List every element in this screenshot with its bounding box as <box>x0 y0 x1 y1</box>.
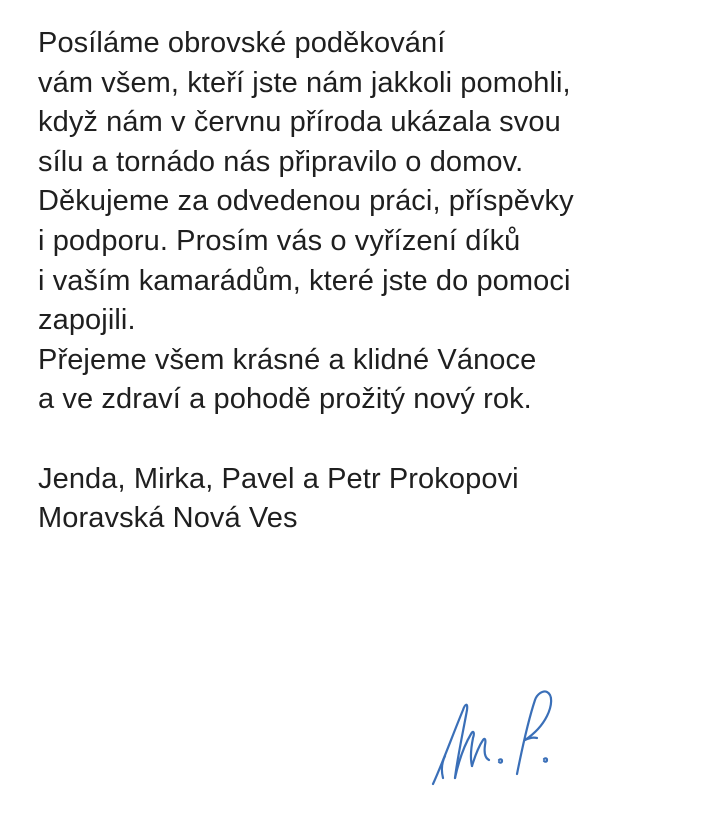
letter-text <box>38 24 698 539</box>
body-line: i vaším kamarádům, které jste do pomoci <box>38 264 571 297</box>
signature-stroke <box>544 758 547 761</box>
signature-place: Moravská Nová Ves <box>38 502 298 535</box>
body-line: sílu a tornádo nás připravilo o domov. <box>38 145 524 178</box>
body-line: když nám v červnu příroda ukázala svou <box>38 106 561 139</box>
signature-stroke <box>499 759 502 762</box>
handwritten-signature <box>425 682 585 797</box>
body-line: vám všem, kteří jste nám jakkoli pomohli, <box>38 66 571 99</box>
body-line: i podporu. Prosím vás o vyřízení díků <box>38 224 521 257</box>
signature-names: Jenda, Mirka, Pavel a Petr Prokopovi <box>38 462 519 495</box>
body-line: zapojili. <box>38 304 136 337</box>
signature-stroke <box>472 739 489 766</box>
body-line: Děkujeme za odvedenou práci, příspěvky <box>38 185 574 218</box>
body-line: Přejeme všem krásné a klidné Vánoce <box>38 343 537 376</box>
paragraph-gap <box>38 420 698 460</box>
signature-stroke <box>433 705 467 784</box>
body-line: Posíláme obrovské poděkování <box>38 27 446 59</box>
body-line: a ve zdraví a pohodě prožitý nový rok. <box>38 383 532 416</box>
